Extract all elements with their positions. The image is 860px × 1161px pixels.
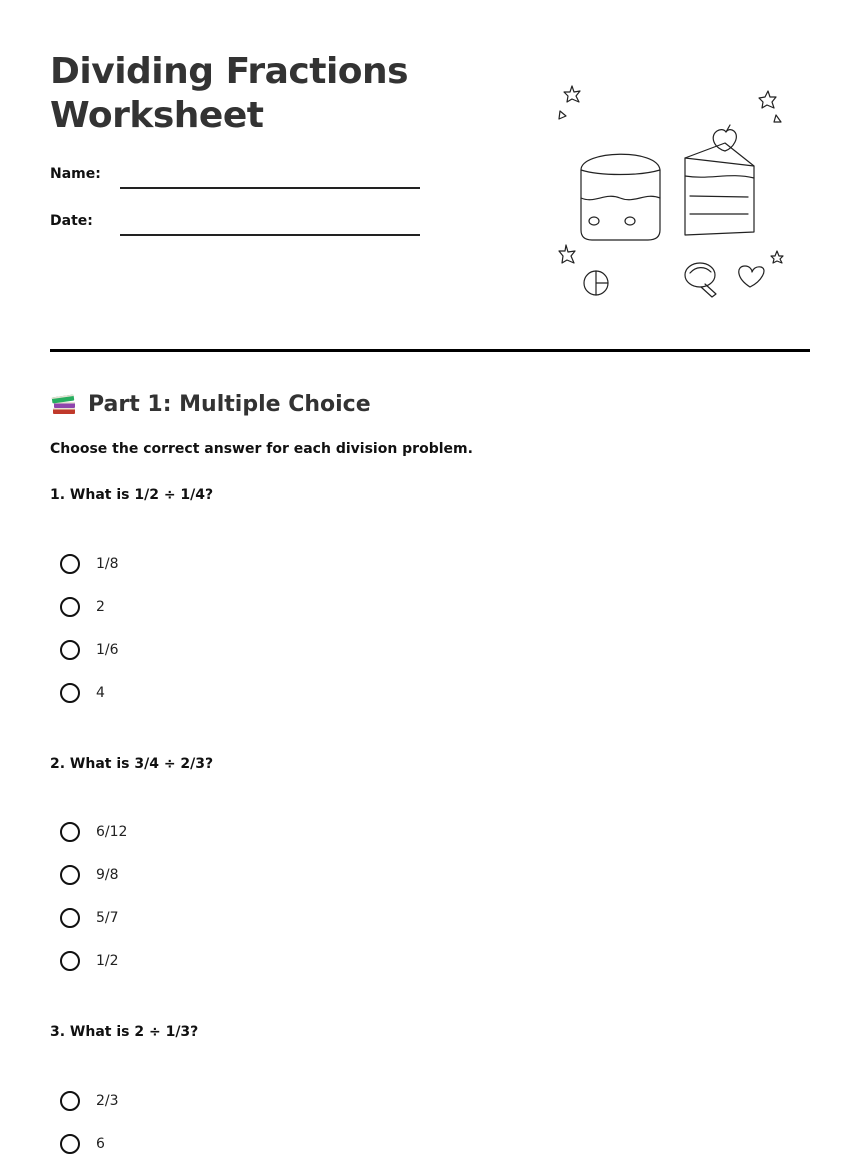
radio-button[interactable] [60,865,80,885]
answer-option[interactable] [60,905,119,931]
triangle-sparkle-icon [559,111,566,119]
answer-option[interactable] [60,862,119,888]
star-sparkle-icon [759,91,776,108]
answer-option-label: 5/7 [96,910,119,926]
radio-button[interactable] [60,951,80,971]
section-heading [50,388,371,420]
answer-option-label: 4 [96,685,105,701]
radio-button[interactable] [60,554,80,574]
radio-button[interactable] [60,1091,80,1111]
section-title: Part 1: Multiple Choice [88,391,371,417]
star-sparkle-icon [564,86,580,102]
answer-option-label: 6 [96,1136,105,1152]
answer-option-label: 1/2 [96,953,119,969]
answer-option-label: 1/6 [96,642,119,658]
date-line-field[interactable] [120,234,420,236]
radio-button[interactable] [60,908,80,928]
answer-option[interactable] [60,637,119,663]
pie-chart-icon [584,271,608,295]
radio-button[interactable] [60,597,80,617]
answer-option[interactable] [60,819,127,845]
cake-illustration [550,80,790,300]
star-sparkle-icon [771,251,783,263]
star-sparkle-icon [559,245,575,263]
answer-option-label: 2 [96,599,105,615]
question-text: 2. What is 3/4 ÷ 2/3? [50,756,214,772]
books-icon [50,390,78,418]
date-label: Date: [50,213,93,229]
name-line-field[interactable] [120,187,420,189]
heart-icon [739,266,764,287]
radio-button[interactable] [60,822,80,842]
magnifier-cookie-icon [685,263,716,297]
header-divider [50,349,810,352]
answer-option[interactable] [60,948,119,974]
radio-button[interactable] [60,640,80,660]
radio-button[interactable] [60,683,80,703]
answer-option[interactable] [60,680,105,706]
answer-option-label: 1/8 [96,556,119,572]
answer-option-label: 9/8 [96,867,119,883]
instructions-text: Choose the correct answer for each division problem. [50,441,473,457]
name-field-row [50,164,420,194]
question-text: 3. What is 2 ÷ 1/3? [50,1024,199,1040]
page-title: Dividing Fractions Worksheet [50,51,409,136]
date-field-row [50,211,420,241]
answer-option[interactable] [60,1088,119,1114]
cake-slice-icon [685,125,754,235]
triangle-sparkle-icon [774,115,781,122]
answer-option[interactable] [60,594,105,620]
cake-jar-icon [581,154,660,240]
question-text: 1. What is 1/2 ÷ 1/4? [50,487,214,503]
name-label: Name: [50,166,101,182]
answer-option[interactable] [60,1131,105,1157]
answer-option[interactable] [60,551,119,577]
answer-option-label: 6/12 [96,824,128,840]
answer-option-label: 2/3 [96,1093,119,1109]
radio-button[interactable] [60,1134,80,1154]
